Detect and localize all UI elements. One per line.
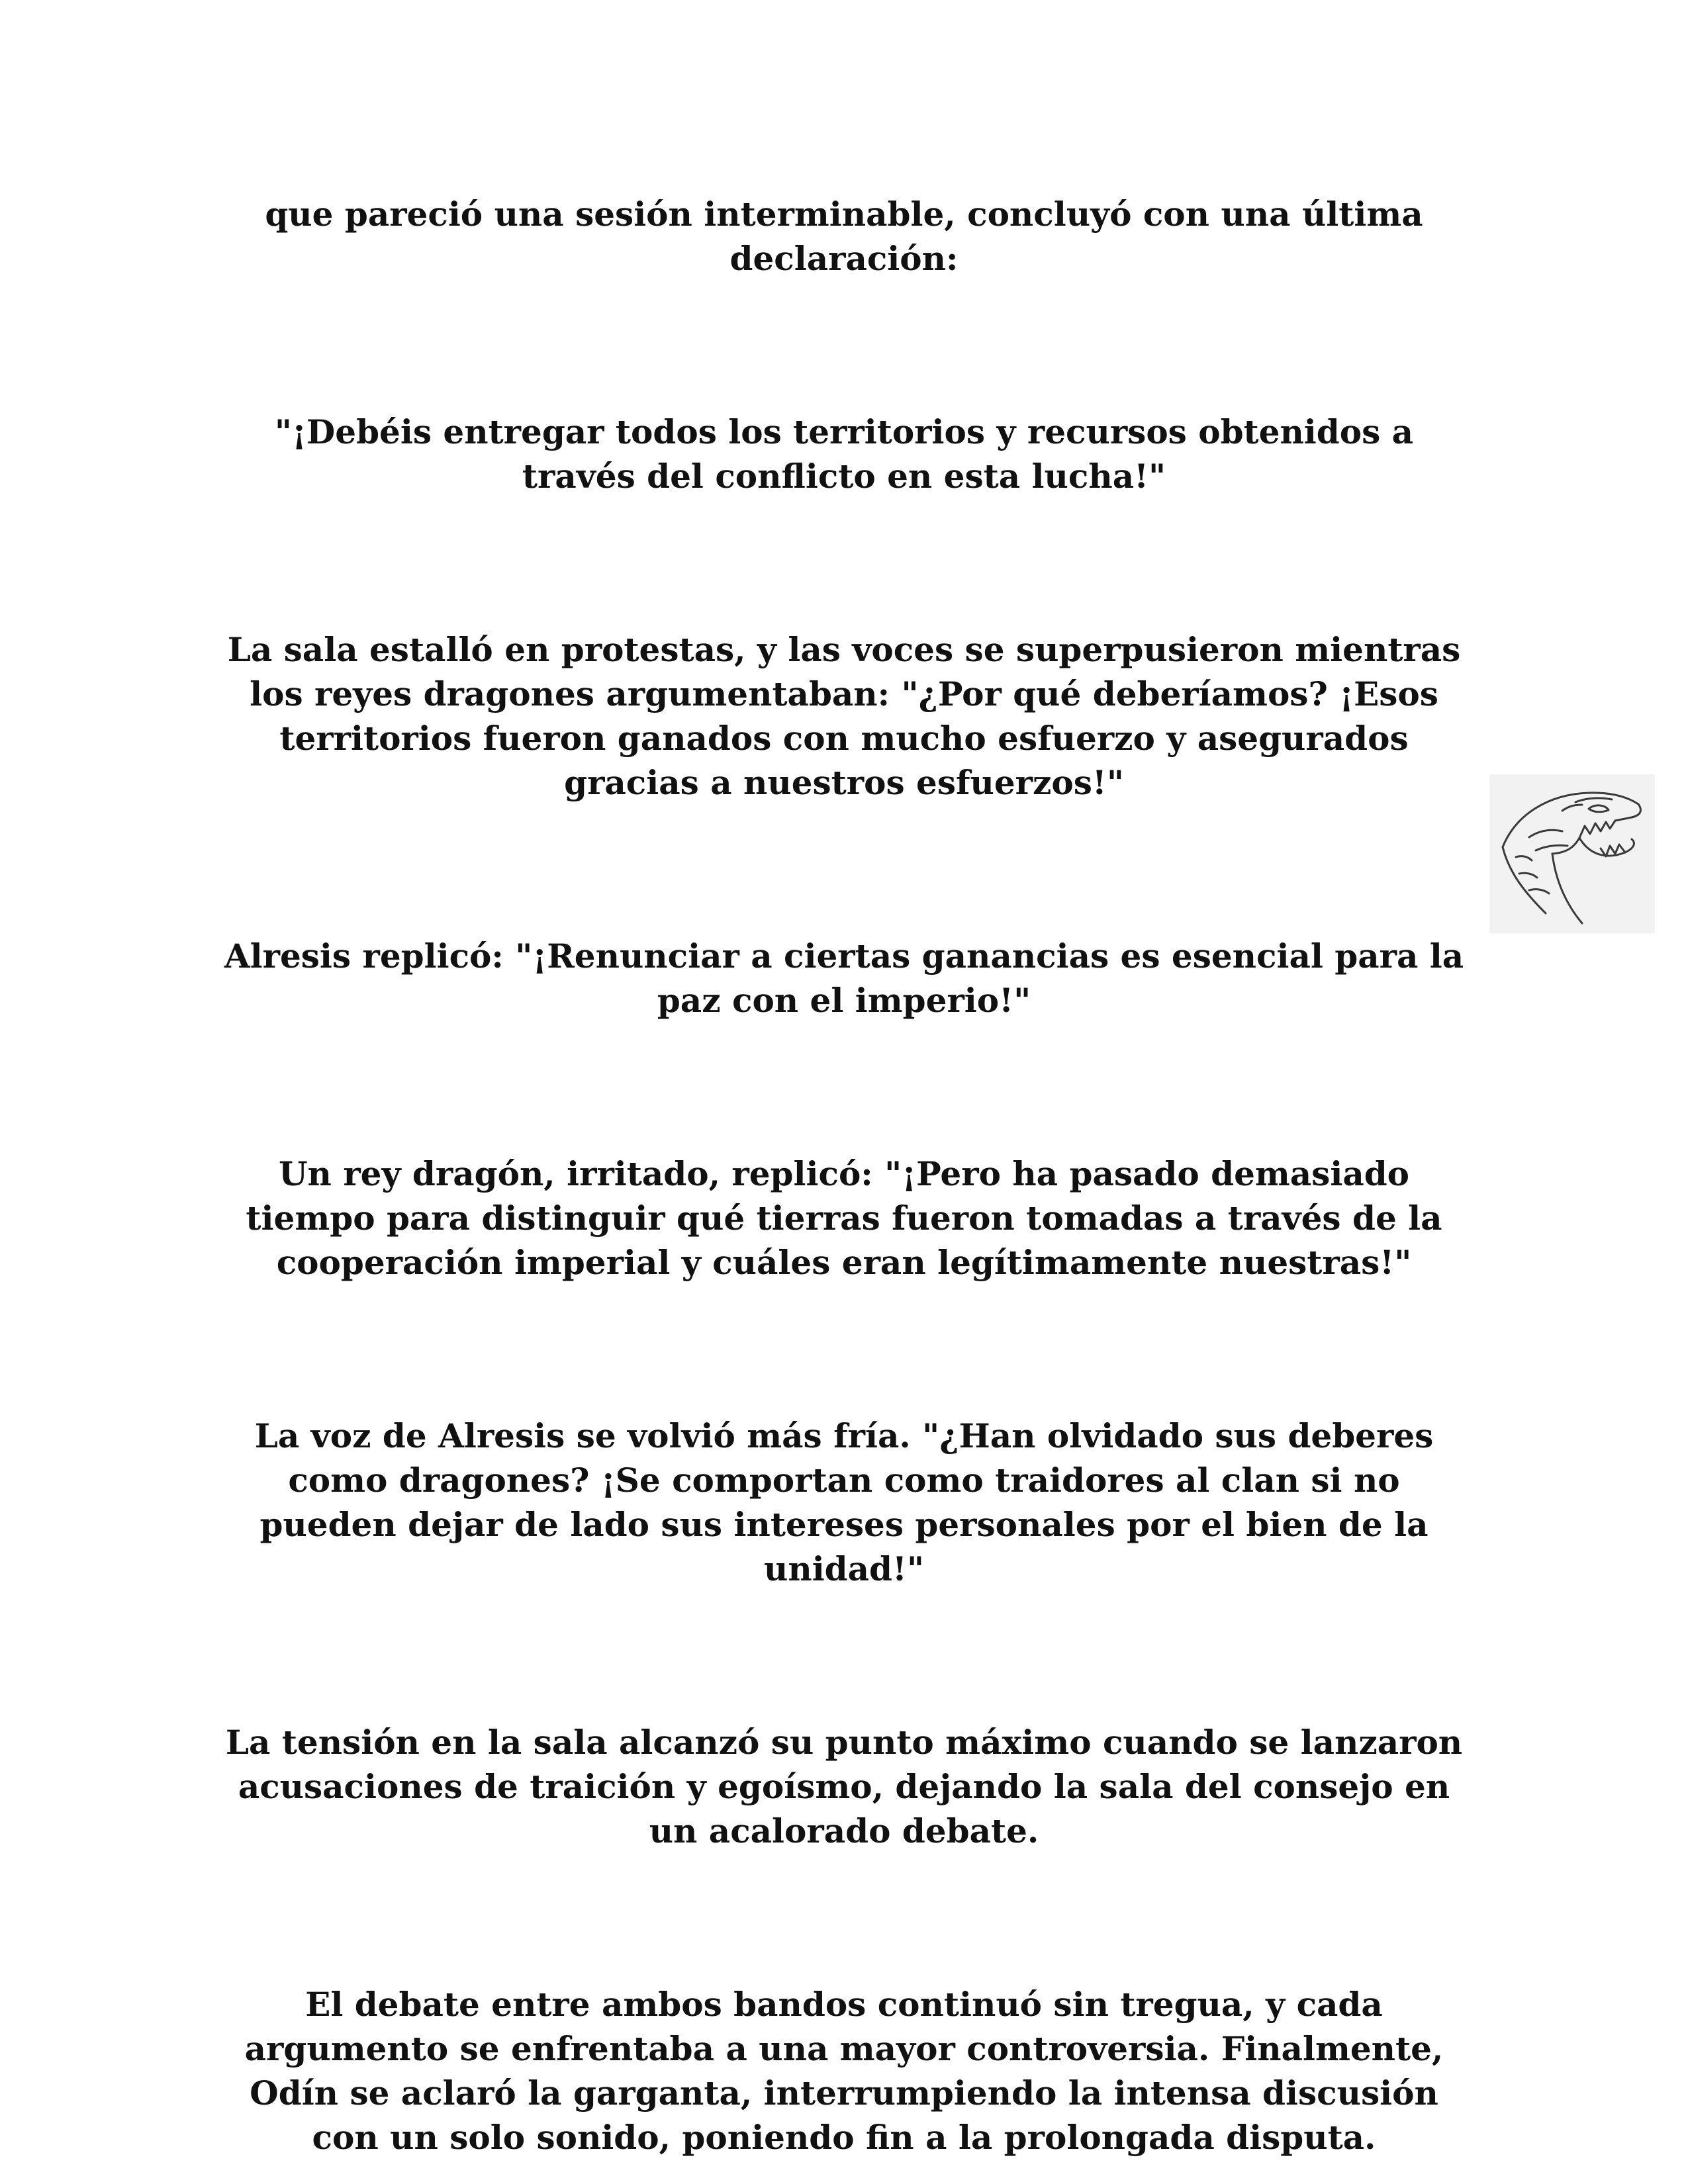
paragraph-8: El debate entre ambos bandos continuó sin tregua, y cada argumento se enfrentaba a una mayor controversia. Finalmente, Odín se aclaró la garganta, interrumpiendo la intensa discusión con un solo sonido, poniendo fin a la prolongada disputa. [244,1985,1444,2157]
body-text [218,192,1470,2160]
paragraph-5: Un rey dragón, irritado, replicó: "¡Pero ha pasado demasiado tiempo para distinguir qué tierras fueron tomadas a través de la cooperación imperial y cuáles eran legítimamente nuestras!" [246,1154,1442,1282]
paragraph-1: que pareció una sesión interminable, concluyó con una última declaración: [265,195,1423,278]
paragraph-6: La voz de Alresis se volvió más fría. "¿Han olvidado sus deberes como dragones? ¡Se comportan como traidores al clan si no pueden dejar de lado sus intereses personales por el bien de la unidad!" [254,1416,1434,1588]
paragraph-7: La tensión en la sala alcanzó su punto máximo cuando se lanzaron acusaciones de traición y egoísmo, dejando la sala del consejo en un acalorado debate. [225,1723,1463,1850]
paragraph-2: "¡Debéis entregar todos los territorios y recursos obtenidos a través del conflicto en esta lucha!" [274,412,1414,496]
paragraph-4: Alresis replicó: "¡Renunciar a ciertas ganancias es esencial para la paz con el imperio!" [224,936,1464,1020]
dragon-head-sketch-icon [1489,774,1655,933]
paragraph-3: La sala estalló en protestas, y las voces se superpusieron mientras los reyes dragones argumentaban: "¿Por qué deberíamos? ¡Esos territorios fueron ganados con mucho esfuerzo y asegurados gracias a nuestros esfuerzos!" [227,630,1461,802]
